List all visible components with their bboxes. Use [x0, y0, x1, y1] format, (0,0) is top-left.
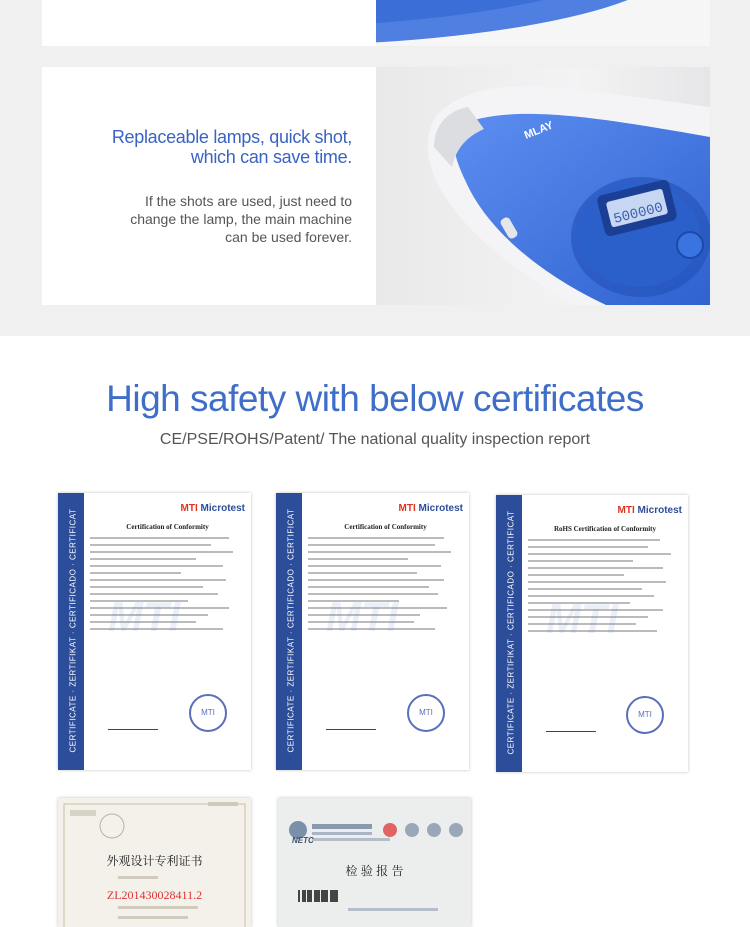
certificate-strip-text: CERTIFICATE · ZERTIFIKAT · CERTIFICADO · CERTIFICAT [68, 508, 78, 753]
ce-certificate-image [58, 493, 251, 770]
feature-headline [52, 127, 352, 167]
feature-section [0, 0, 750, 336]
feature-headline-line: which can save time. [190, 147, 352, 167]
feature-body-line: change the lamp, the main machine [130, 211, 352, 227]
microtest-logo: MTI Microtest [180, 503, 245, 514]
certificate-stamp: MTI [626, 696, 664, 734]
device-image-panel [376, 67, 710, 305]
rohs-certificate-image [496, 495, 688, 772]
certificate-title: RoHS Certification of Conformity [553, 525, 657, 533]
certificate-strip [496, 495, 522, 772]
device-brand-text: MLAY [522, 119, 556, 142]
certificate-strip-text: CERTIFICATE · ZERTIFIKAT · CERTIFICADO · CERTIFICAT [286, 508, 296, 753]
certificate-stamp: MTI [407, 694, 445, 732]
certificate-title: Certification of Conformity [344, 523, 427, 531]
patent-title: 外观设计专利证书 [106, 854, 203, 868]
feature-card-top-left [42, 0, 376, 46]
feature-card-top [42, 0, 710, 46]
feature-text-panel [42, 67, 376, 305]
inspection-report-image [278, 798, 471, 927]
certificates-section [0, 336, 750, 927]
patent-certificate-image [58, 798, 251, 927]
certificates-subtitle: CE/PSE/ROHS/Patent/ The national quality inspection report [159, 431, 591, 448]
certificate-title: Certification of Conformity [126, 523, 209, 531]
certificate-watermark: MTI [108, 593, 181, 640]
device-top-image [376, 0, 710, 46]
report-title: 检 验 报 告 [345, 864, 404, 878]
signature [546, 713, 596, 732]
patent-number: ZL201430028411.2 [106, 888, 203, 902]
feature-headline-line: Replaceable lamps, quick shot, [111, 127, 352, 147]
ipl-device-image [376, 67, 710, 305]
certificate-strip [58, 493, 84, 770]
certificate-strip-text: CERTIFICATE · ZERTIFIKAT · CERTIFICADO · CERTIFICAT [506, 510, 516, 755]
ce-certificate-image [276, 493, 469, 770]
signature [326, 711, 376, 730]
microtest-logo: MTI Microtest [617, 505, 682, 516]
certificate-watermark: MTI [546, 595, 619, 642]
signature [108, 711, 158, 730]
feature-body-line: can be used forever. [225, 229, 352, 245]
feature-card-lamp [42, 67, 710, 305]
feature-card-top-image [376, 0, 710, 46]
report-header: NETC [292, 836, 314, 845]
certificate-stamp: MTI [189, 694, 227, 732]
certificate-watermark: MTI [326, 593, 399, 640]
feature-body [92, 192, 352, 246]
feature-body-line: If the shots are used, just need to [144, 193, 352, 209]
certificates-title: High safety with below certificates [106, 378, 644, 419]
certificate-strip [276, 493, 302, 770]
device-display-text: 500000 [612, 200, 665, 228]
microtest-logo: MTI Microtest [398, 503, 463, 514]
